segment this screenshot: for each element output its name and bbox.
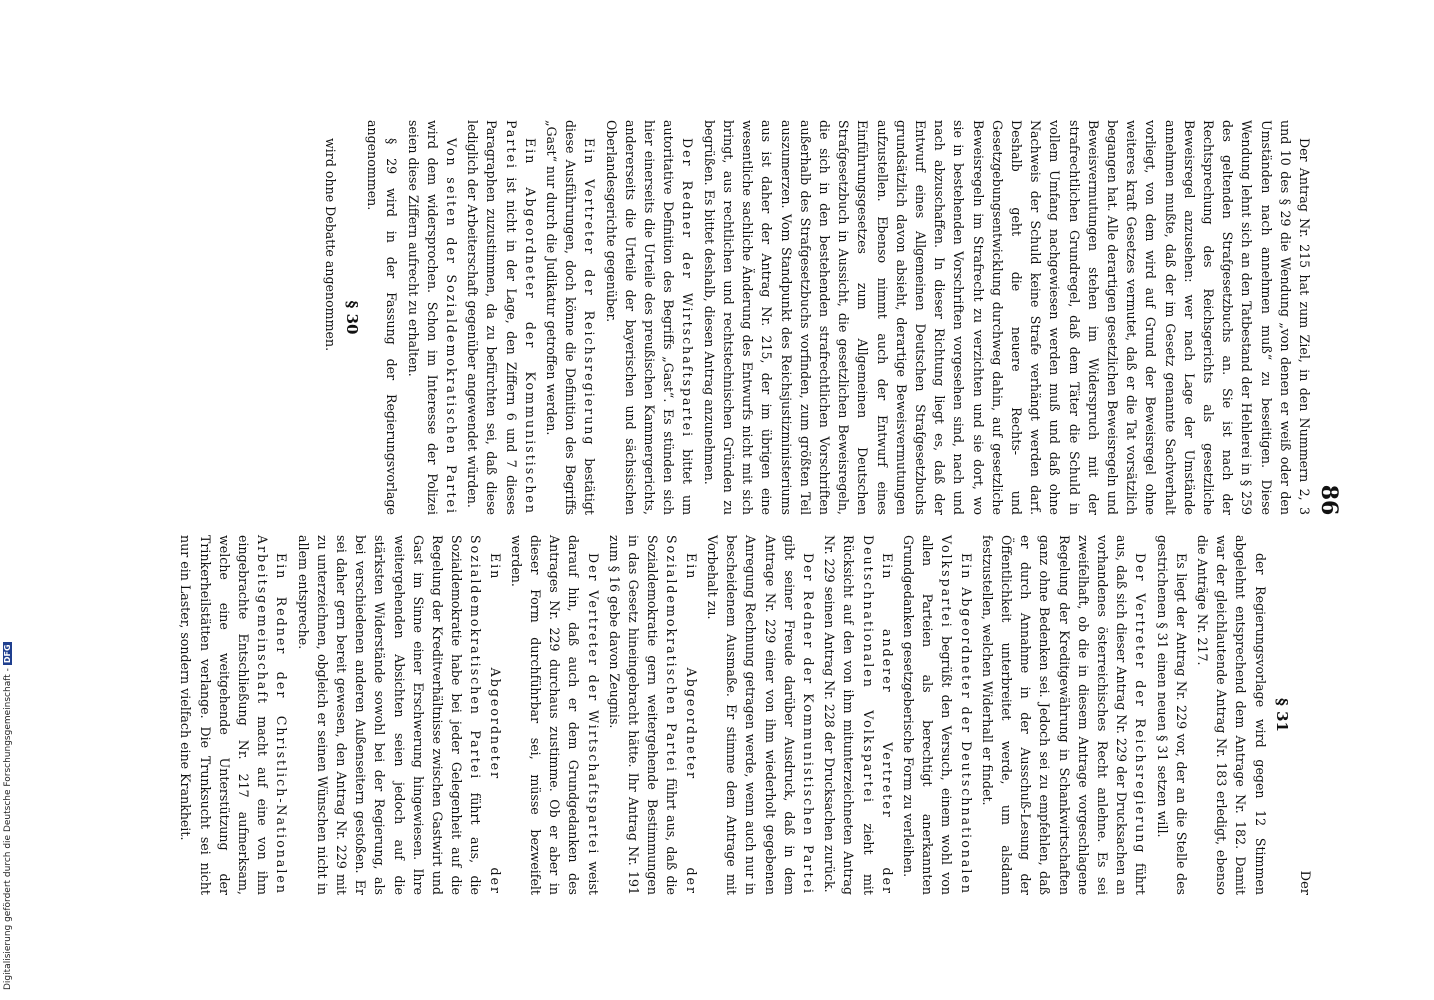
credit-text: Digitalisierung gefördert durch die Deutsche Forschungsgemeinschaft - — [3, 668, 13, 990]
speaker: Ein anderer Vertreter der Deutschnationalen Volkspartei — [860, 535, 895, 895]
speaker: Der Redner der Wirtschaftspartei — [680, 138, 696, 439]
paragraph: wird ohne Debatte angenommen. — [322, 138, 338, 352]
paragraph: § 29 wird in der Fassung der Regierungsvorlage angenommen. — [365, 120, 400, 515]
paragraph — [463, 120, 540, 515]
paragraph — [403, 120, 461, 515]
paragraph-text: ist nicht in der Lage, den Ziffern 6 und 7 dieses Paragraphen zuzustimmen, da zu befürchten sei, daß diese lediglich der Arbeiterschaft gegenüber angewendet würden. — [465, 120, 519, 515]
paragraph: Der Antrag Nr. 215 hat zum Ziel, in den Nummern 2, 3 und 10 des § 29 die Wendung „von denen er weiß oder den Umständen nach annehmen muß“ zu beseitigen. Diese Wendung lehnt sich an den Tatbestand der Hehlerei in § 259 des geltenden Strafgesetzbuchs an. Sie ist nach der Rechtsprechung des Reichsgerichts als gesetzliche Beweisregel anzusehen: wer nach Lage der Umstände annehmen mußte, daß der im Gesetz genannte Sachverhalt vorliegt, von dem wird auf Grund der Beweisregel ohne weiteres kraft Gesetzes vermutet, daß er die Tat vorsätzlich begangen hat. Alle derartigen gesetzlichen Beweisregeln und Beweisvermutungen stehen im Widerspruch mit der strafrechtlichen Grundregel, daß dem Täter die Schuld in vollem Umfang nachgewiesen werden muß und daß ohne Nachweis der Schuld keine Strafe verhängt werden darf. Deshalb geht die neuere Rechts- und Gesetzgebungsentwicklung durchweg dahin, auf gesetzliche Beweisregeln im Strafrecht zu verzichten und sie dort, wo sie in bestehenden Vorschriften vorgesehen sind, nach und nach abzuschaffen. In dieser Richtung liegt es, daß der Entwurf eines Allgemeinen Deutschen Strafgesetzbuchs grundsätzlich davon absieht, derartige Beweisvermutungen aufzustellen. Ebenso nimmt auch der Entwurf eines Einführungsgesetzes zum Allgemeinen Deutschen Strafgesetzbuch in Aussicht, die gesetzlichen Beweisregeln, die sich in den bestehenden strafrechtlichen Vorschriften außerhalb des Strafgesetzbuchs vorfinden, zum größten Teil auszumerzen. Vom Standpunkt des Reichsjustizministeriums aus ist daher der Antrag Nr. 215, der im übrigen eine wesentliche sachliche Änderung des Entwurfs nicht mit sich bringt, aus rechtlichen und rechtstechnischen Gründen zu begrüßen. Es bittet deshalb, diesen Antrag anzunehmen. — [701, 120, 1312, 515]
paragraph-text: begrüßt den Versuch, einem wohl von allen Parteien als berechtigt anerkannten Grundgedanken gesetzgeberische Form zu verleihen. — [900, 535, 955, 895]
right-column — [174, 535, 1314, 895]
speaker: Der Vertreter der Wirtschaftspartei — [585, 553, 601, 856]
section-heading: § 30 — [343, 300, 362, 335]
speaker: Ein Abgeordneter der Deutschnationalen Volkspartei — [939, 535, 974, 895]
paragraph: der Regierungsvorlage wird gegen 12 Stimmen abgelehnt entsprechend dem Antrage Nr. 182. Damit war der gleichlautende Antrag Nr. 183 erledigt, ebenso die Anträge Nr. 217. — [1194, 535, 1268, 895]
speaker: Von seiten der Sozialdemokratischen Partei — [444, 138, 460, 515]
speaker: Der Redner der Kommunistischen Partei — [800, 553, 816, 895]
paragraph-text: zieht mit Rücksicht auf den von ihm mitunterzeichneten Antrag Nr. 229 seinen Antrag Nr. 228 der Drucksachen zurück. — [822, 535, 876, 895]
paragraph — [542, 120, 600, 515]
paragraph-text: gibt seiner Freude darüber Ausdruck, daß in dem Antrage Nr. 229 einer von ihm wiederholt gegebenen Anregung Rechnung getragen werde, wenn auch nur in bescheidenem Ausmaße. Er stimme dem Antrage mit Vorbehalt zu. — [704, 535, 797, 895]
paragraph-text: führt aus, daß die Sozialdemokratie gern weitergehende Bestimmungen in das Gesetz hineingebracht hätte. Ihr Antrag Nr. 191 zum § 16 gebe davon Zeugnis. — [606, 535, 680, 895]
paragraph — [507, 535, 603, 895]
speaker: Ein Vertreter der Reichsregierung — [582, 138, 598, 447]
speaker: Ein Abgeordneter der Kommunistischen Partei — [503, 120, 538, 515]
left-column — [319, 120, 1314, 515]
paragraph-text: führt aus, daß sich dieser Antrag Nr. 229 der Drucksachen an vorhandenes österreichisches Recht anlehne. Es sei zweifelhaft, ob die in diesem Antrage vorgeschlagene Regelung der Kreditgewährung in Schankwirtschaften ganz ohne Bedenken sei. Jedoch sei zu empfehlen, daß er durch Annahme in der Ausschuß-Lesung der Öffentlichkeit unterbreitet werde, um alsdann festzustellen, welchen Widerhall er findet. — [979, 535, 1149, 895]
dfg-logo: DFG — [3, 644, 12, 664]
paragraph — [293, 535, 504, 895]
paragraph — [899, 535, 976, 895]
speaker: Der Vertreter der Reichsregierung — [1133, 553, 1149, 855]
speaker: Ein Redner der Christlich-Nationalen Arbeitsgemeinschaft — [255, 535, 290, 895]
speaker: Ein Abgeordneter der Sozialdemokratischen Partei — [468, 535, 503, 895]
paragraph: Es liegt der Antrag Nr. 229 vor, der an die Stelle des gestrichenen § 31 einen neuen § 31 setzen will. — [1154, 535, 1189, 895]
page-number: 86 — [1316, 484, 1342, 516]
paragraph-text: führt aus, die Sozialdemokratie habe bei jeder Gelegenheit auf die Regelung der Kreditverhältnisse zwischen Gastwirt und Gast im Sinne einer Erschwerung hingewiesen. Ihre weitergehenden Absichten seien jedoch auf die stärksten Widerstände sowohl bei der Regierung, als bei verschiedenen anderen Außenseitern gestoßen. Er sei daher gern bereit gewesen, den Antrag Nr. 229 mit zu unterzeichnen, obgleich er seinen Wünschen nicht in allem entspreche. — [295, 535, 484, 895]
paragraph-text: bestätigt diese Ausführungen, doch könne die Definition des Begriffs „Gast“ nur durch die Judikatur getroffen werden. — [544, 120, 598, 515]
paragraph-text: weist darauf hin, daß auch er dem Grundgedanken des Antrages Nr. 229 durchaus zustimme. Ob er aber in dieser Form durchführbar sei, müsse bezweifelt werden. — [508, 535, 601, 895]
catchword: Der — [1297, 870, 1312, 895]
paragraph — [601, 120, 697, 515]
section-heading: § 31 — [1272, 698, 1291, 732]
speaker: Ein Abgeordneter der Sozialdemokratischen Partei — [664, 535, 699, 895]
paragraph — [605, 535, 701, 895]
paragraph — [978, 535, 1151, 895]
paragraph-text: wird dem widersprochen. Schon im Interesse der Polizei seien diese Ziffern aufrecht zu erhalten. — [405, 120, 440, 515]
paragraph-text: macht auf eine von ihm eingebrachte Entschließung Nr. 217 aufmerksam, welche eine weitgehende Unterstützung der Trinkerheilstätten verlange. Die Trunksucht sei nicht nur ein Laster, sondern vielfach eine Krankheit. — [178, 535, 271, 895]
paragraph — [176, 535, 291, 895]
paragraph-text: bittet um autoritative Definition des Begriffs „Gast“. Es stünden sich hier einerseits die Urteile des preußischen Kammergerichts, andererseits die Urteile der bayerischen und sächsischen Oberlandesgerichte gegenüber. — [603, 120, 696, 516]
paragraph — [703, 535, 818, 895]
paragraph — [820, 535, 897, 895]
